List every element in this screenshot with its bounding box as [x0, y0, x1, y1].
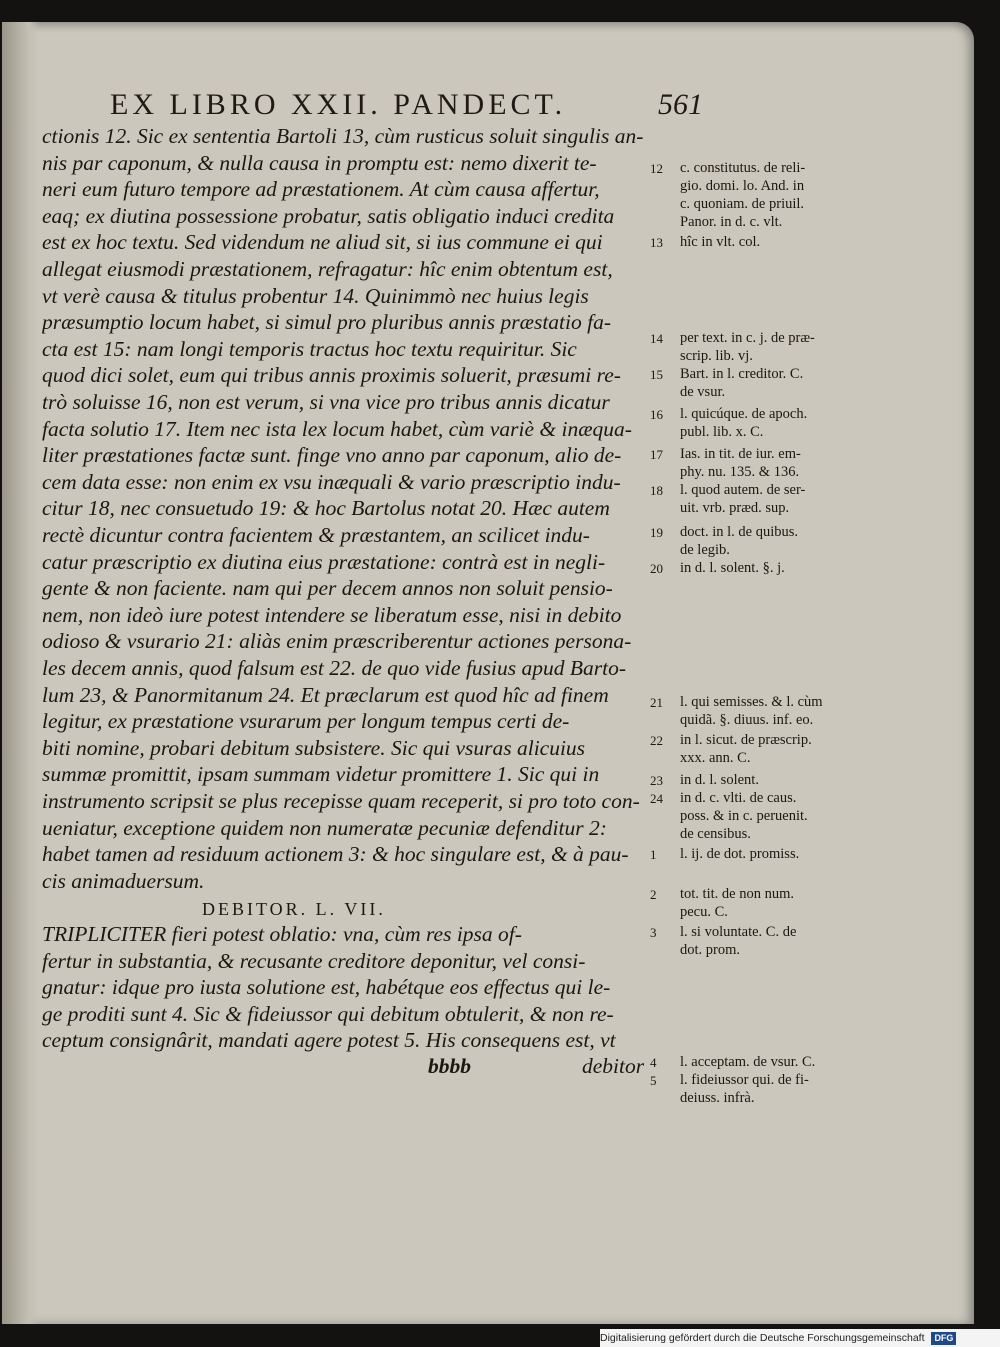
text-line: citur 18, nec consuetudo 19: & hoc Bartolus notat 20. Hæc autem — [42, 496, 610, 521]
margin-note: scrip. lib. vj. — [680, 348, 753, 364]
footer-credit-text: Digitalisierung gefördert durch die Deutsche Forschungsgemeinschaft — [600, 1332, 925, 1344]
text-line: gnatur: idque pro iusta solutione est, habétque eos effectus qui le- — [42, 975, 611, 1000]
margin-note: l. quicúque. de apoch. — [680, 406, 808, 422]
margin-note: xxx. ann. C. — [680, 750, 751, 766]
note-number: 24 — [650, 791, 663, 806]
margin-note: l. si voluntate. C. de — [680, 924, 797, 940]
note-number: 4 — [650, 1055, 657, 1070]
digitization-footer — [600, 1329, 1000, 1347]
text-line: gente & non faciente. nam qui per decem annos non soluit pensio- — [42, 576, 613, 601]
margin-note: phy. nu. 135. & 136. — [680, 464, 800, 480]
margin-note: l. quod autem. de ser- — [680, 482, 806, 498]
page-number: 561 — [658, 88, 703, 121]
text-line: legitur, ex præstatione vsurarum per longum tempus certi de- — [42, 709, 570, 734]
note-number: 14 — [650, 331, 663, 346]
note-number: 5 — [650, 1073, 657, 1088]
note-number: 1 — [650, 847, 657, 862]
margin-note: c. quoniam. de priuil. — [680, 196, 805, 212]
note-number: 15 — [650, 367, 663, 382]
note-number: 2 — [650, 887, 657, 902]
dfg-logo: DFG — [931, 1332, 956, 1345]
margin-note: dot. prom. — [680, 942, 741, 958]
text-line: fertur in substantia, & recusante creditore deponitur, vel consi- — [42, 948, 586, 973]
text-line: les decem annis, quod falsum est 22. de quo vide fusius apud Barto- — [42, 656, 627, 680]
text-line: eaq; ex diutina possessione probatur, satis obligatio induci credita — [42, 203, 615, 228]
text-line: ctionis 12. Sic ex sententia Bartoli 13, cùm rusticus soluit singulis an- — [42, 124, 644, 148]
text-line: est ex hoc textu. Sed videndum ne aliud sit, si ius commune ei qui — [42, 230, 603, 255]
header-title: EX LIBRO XXII. PANDECT. — [110, 88, 567, 121]
margin-note: de vsur. — [680, 384, 726, 400]
margin-note: l. acceptam. de vsur. C. — [680, 1054, 816, 1070]
signature-mark: bbbb — [428, 1053, 471, 1078]
text-line: lum 23, & Panormitanum 24. Et præclarum est quod hîc ad finem — [42, 682, 609, 707]
margin-note: Panor. in d. c. vlt. — [680, 214, 783, 230]
catchword: debitor — [582, 1053, 645, 1078]
margin-note: in d. l. solent. §. j. — [680, 560, 785, 576]
note-number: 3 — [650, 925, 657, 940]
text-line: facta solutio 17. Item nec ista lex locum habet, cùm variè & inæqua- — [42, 416, 632, 441]
text-line: ueniatur, exceptione quidem non numeratæ pecuniæ defenditur 2: — [42, 815, 607, 840]
margin-note: publ. lib. x. C. — [680, 424, 764, 440]
text-line: biti nomine, probari debitum subsistere. Sic qui vsuras alicuius — [42, 735, 586, 760]
note-number: 12 — [650, 161, 663, 176]
margin-note: per text. in c. j. de præ- — [680, 330, 815, 346]
text-line: TRIPLICITER fieri potest oblatio: vna, cùm res ipsa of- — [42, 922, 522, 946]
margin-note: c. constitutus. de reli- — [680, 160, 806, 176]
margin-note: hîc in vlt. col. — [680, 234, 761, 250]
note-number: 19 — [650, 525, 663, 540]
text-line: summæ promittit, ipsam summam videtur promittere 1. Sic qui in — [42, 762, 600, 787]
text-line: nem, non ideò iure potest intendere se liberatum esse, nisi in debito — [42, 602, 622, 627]
text-line: liter præstationes factæ sunt. finge vno anno par caponum, alio de- — [42, 443, 622, 468]
note-number: 23 — [650, 773, 663, 788]
margin-note: uit. vrb. præd. sup. — [680, 500, 790, 516]
text-line: præsumptio locum habet, si simul pro pluribus annis præstatio fa- — [42, 310, 612, 335]
margin-note: de legib. — [680, 542, 730, 558]
text-line: nis par caponum, & nulla causa in promptu est: nemo dixerit te- — [42, 150, 597, 175]
book-page — [2, 22, 974, 1324]
text-line: vt verè causa & titulus probentur 14. Quinimmò nec huius legis — [42, 283, 589, 308]
text-line: neri eum futuro tempore ad præstationem. At cùm causa affertur, — [42, 177, 600, 202]
note-number: 21 — [650, 695, 663, 710]
text-line: ge proditi sunt 4. Sic & fideiussor qui debitum obtulerit, & non re- — [42, 1001, 614, 1026]
text-line: trò soluisse 16, non est verum, si vna vice pro tribus annis dicatur — [42, 390, 610, 414]
text-line: cis animaduersum. — [42, 868, 205, 893]
margin-note: quidã. §. diuus. inf. eo. — [680, 712, 814, 728]
margin-note: l. ij. de dot. promiss. — [680, 846, 800, 862]
margin-note: tot. tit. de non num. — [680, 886, 794, 902]
text-line: odioso & vsurario 21: aliàs enim præscriberentur actiones persona- — [42, 629, 632, 654]
margin-note: in l. sicut. de præscrip. — [680, 732, 812, 748]
section-heading: DEBITOR. L. VII. — [202, 899, 386, 920]
margin-note: de censibus. — [680, 826, 751, 842]
text-line: quod dici solet, eum qui tribus annis proximis soluerit, præsumi re- — [42, 363, 621, 388]
note-number: 22 — [650, 733, 663, 748]
text-line: ceptum consignârit, mandati agere potest 5. His consequens est, vt — [42, 1028, 616, 1053]
page-spine-shadow — [2, 22, 40, 1324]
text-line: cta est 15: nam longi temporis tractus hoc textu requiritur. Sic — [42, 336, 577, 361]
margin-note: doct. in l. de quibus. — [680, 524, 799, 540]
text-line: habet tamen ad residuum actionem 3: & hoc singulare est, & à pau- — [42, 842, 629, 867]
margin-note: poss. & in c. peruenit. — [680, 808, 808, 824]
margin-note: gio. domi. lo. And. in — [680, 178, 805, 194]
margin-note: in d. l. solent. — [680, 772, 759, 788]
note-number: 18 — [650, 483, 663, 498]
margin-note: deiuss. infrà. — [680, 1090, 755, 1106]
note-number: 13 — [650, 235, 663, 250]
margin-note: pecu. C. — [680, 904, 728, 920]
text-line: catur præscriptio ex diutina eius præstatione: contrà est in negli- — [42, 549, 606, 574]
note-number: 16 — [650, 407, 663, 422]
running-header — [110, 88, 710, 122]
note-number: 20 — [650, 561, 663, 576]
margin-note: in d. c. vlti. de caus. — [680, 790, 797, 806]
margin-note: Ias. in tit. de iur. em- — [680, 446, 801, 462]
text-line: instrumento scripsit se plus recepisse quam receperit, si pro toto con- — [42, 789, 640, 813]
text-line: cem data esse: non enim ex vsu inæquali & vario præscriptio indu- — [42, 469, 621, 494]
margin-note: Bart. in l. creditor. C. — [680, 366, 804, 382]
margin-note: l. fideiussor qui. de fi- — [680, 1072, 809, 1088]
text-line: allegat eiusmodi præstationem, refragatur: hîc enim obtentum est, — [42, 257, 613, 281]
text-line: rectè dicuntur contra facientem & præstantem, an scilicet indu- — [42, 523, 590, 547]
margin-note: l. qui semisses. & l. cùm — [680, 694, 823, 710]
note-number: 17 — [650, 447, 663, 462]
